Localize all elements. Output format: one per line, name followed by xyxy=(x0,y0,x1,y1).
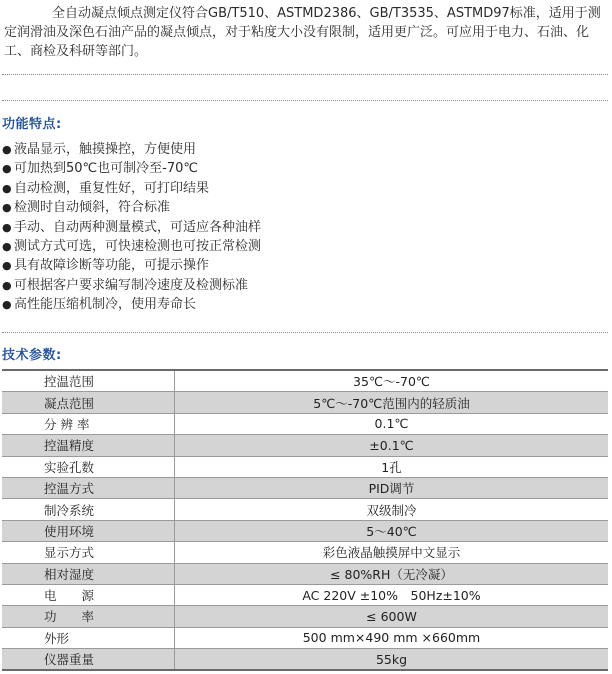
list-item: ● 具有故障诊断等功能，可提示操作 xyxy=(2,256,261,275)
spec-value: ≤ 600W xyxy=(175,606,609,627)
features-heading: 功能特点: xyxy=(2,117,62,132)
table-row xyxy=(2,477,608,498)
spec-value: 0.1℃ xyxy=(175,413,609,434)
spec-key: 使用环境 xyxy=(2,520,175,541)
list-item: ● 手动、自动两种测量模式，可适应各种油样 xyxy=(2,218,261,237)
bullet-icon: ● xyxy=(2,298,12,312)
bullet-icon: ● xyxy=(2,240,12,254)
spec-key: 相对湿度 xyxy=(2,563,175,584)
table-row xyxy=(2,413,608,434)
table-row xyxy=(2,435,608,456)
list-item: ● 检测时自动倾斜，符合标准 xyxy=(2,198,261,217)
list-item: ● 液晶显示，触摸操控，方便使用 xyxy=(2,140,261,159)
spec-key: 显示方式 xyxy=(2,542,175,563)
spec-value: ±0.1℃ xyxy=(175,435,609,456)
spec-value: 5℃～-70℃范围内的轻质油 xyxy=(175,392,609,413)
list-item: ● 自动检测，重复性好，可打印结果 xyxy=(2,179,261,198)
spec-value: 双级制冷 xyxy=(175,499,609,520)
table-row xyxy=(2,542,608,563)
dotted-divider xyxy=(2,74,608,75)
spec-value: AC 220V ±10% 50Hz±10% xyxy=(175,584,609,605)
spec-key: 功 率 xyxy=(2,606,175,627)
spec-value: 35℃～-70℃ xyxy=(175,370,609,392)
spec-value: 500 mm×490 mm ×660mm xyxy=(175,627,609,648)
features-list xyxy=(2,140,261,315)
dotted-divider xyxy=(2,100,608,101)
table-row xyxy=(2,520,608,541)
table-row xyxy=(2,392,608,413)
bullet-icon: ● xyxy=(2,181,12,195)
spec-key: 控温精度 xyxy=(2,435,175,456)
bullet-icon: ● xyxy=(2,162,12,176)
spec-value: 55kg xyxy=(175,649,609,671)
spec-key: 实验孔数 xyxy=(2,456,175,477)
table-row xyxy=(2,584,608,605)
spec-key: 控温方式 xyxy=(2,477,175,498)
list-item: ● 高性能压缩机制冷，使用寿命长 xyxy=(2,295,261,314)
table-row xyxy=(2,649,608,671)
table-row xyxy=(2,456,608,477)
bullet-icon: ● xyxy=(2,143,12,156)
intro-paragraph: 全自动凝点倾点测定仪符合GB/T510、ASTMD2386、GB/T3535、ASTMD97标准，适用于测定润滑油及深色石油产品的凝点倾点，对于粘度大小没有限制，适用更广泛。可应用于电力、石油、化工、商检及科研等部门。 xyxy=(4,6,601,59)
spec-key: 制冷系统 xyxy=(2,499,175,520)
spec-key: 仪器重量 xyxy=(2,649,175,671)
spec-value: ≤ 80%RH（无冷凝） xyxy=(175,563,609,584)
spec-value: PID调节 xyxy=(175,477,609,498)
spec-value: 彩色液晶触摸屏中文显示 xyxy=(175,542,609,563)
spec-table xyxy=(2,369,608,671)
list-item: ● 可根据客户要求编写制冷速度及检测标准 xyxy=(2,276,261,295)
table-row xyxy=(2,606,608,627)
table-row xyxy=(2,627,608,648)
spec-heading: 技术参数: xyxy=(2,348,62,363)
bullet-icon: ● xyxy=(2,220,12,234)
bullet-icon: ● xyxy=(2,278,12,292)
table-row xyxy=(2,499,608,520)
table-row xyxy=(2,563,608,584)
spec-key: 控温范围 xyxy=(2,370,175,392)
spec-key: 外形 xyxy=(2,627,175,648)
spec-key: 凝点范围 xyxy=(2,392,175,413)
spec-value: 5～40℃ xyxy=(175,520,609,541)
table-row xyxy=(2,370,608,392)
bullet-icon: ● xyxy=(2,201,12,215)
spec-value: 1孔 xyxy=(175,456,609,477)
list-item: ● 可加热到50℃也可制冷至-70℃ xyxy=(2,159,261,178)
spec-key: 分 辨 率 xyxy=(2,413,175,434)
list-item: ● 测试方式可选，可快速检测也可按正常检测 xyxy=(2,237,261,256)
dotted-divider xyxy=(2,332,608,333)
spec-key: 电 源 xyxy=(2,584,175,605)
bullet-icon: ● xyxy=(2,259,12,273)
